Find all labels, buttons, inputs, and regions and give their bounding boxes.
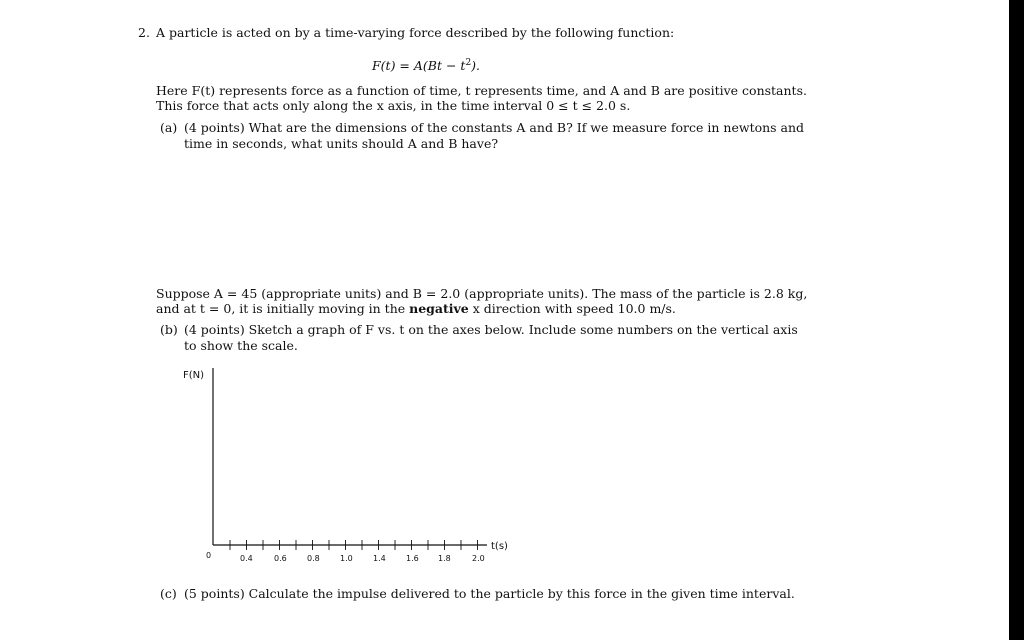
tick-label-2.0: 2.0 [472,554,485,563]
tick-label-1.4: 1.4 [373,554,386,563]
force-time-axes [170,362,510,572]
origin-label: 0 [206,551,212,560]
tick-label-0.4: 0.4 [240,554,253,563]
paragraph-2-line-2-end: x direction with speed 10.0 m/s. [468,301,676,316]
force-equation [372,55,480,74]
part-b-label: (b) [160,322,178,337]
tick-label-1.6: 1.6 [406,554,419,563]
negative-emphasis: negative [409,301,469,316]
x-axis-label: t(s) [491,541,508,552]
equation-lhs: F(t) = [372,58,414,74]
problem-intro: A particle is acted on by a time-varying force described by the following function: [156,25,675,40]
y-axis-label: F(N) [183,370,205,381]
part-b-line-1: (4 points) Sketch a graph of F vs. t on the axes below. Include some numbers on the vertical axis [184,322,798,337]
paragraph-1-line-1: Here F(t) represents force as a function of time, t represents time, and A and B are positive constants. [156,83,807,98]
paragraph-2-line-1: Suppose A = 45 (appropriate units) and B = 2.0 (appropriate units). The mass of the particle is 2.8 kg, [156,286,808,301]
tick-label-0.6: 0.6 [274,554,287,563]
paragraph-1-line-2: This force that acts only along the x axis, in the time interval 0 ≤ t ≤ 2.0 s. [156,98,631,113]
part-a-line-2: time in seconds, what units should A and B have? [184,136,499,151]
tick-label-1.0: 1.0 [340,554,353,563]
problem-number: 2. [138,25,150,40]
tick-label-0.8: 0.8 [307,554,320,563]
equation-exponent: 2 [465,58,472,68]
equation-end: ). [471,58,481,74]
part-b-line-2: to show the scale. [184,338,298,353]
part-c-label: (c) [160,586,177,601]
tick-label-1.8: 1.8 [438,554,451,563]
paragraph-2-line-2 [156,301,676,317]
part-a-line-1: (4 points) What are the dimensions of the constants A and B? If we measure force in newtons and [184,120,805,135]
window-edge [1009,0,1024,640]
equation-rhs: A(Bt − t [413,58,466,74]
part-c-line-1: (5 points) Calculate the impulse delivered to the particle by this force in the given time interval. [184,586,795,601]
part-a-label: (a) [160,120,178,135]
paragraph-2-line-2-start: and at t = 0, it is initially moving in the [156,301,410,316]
